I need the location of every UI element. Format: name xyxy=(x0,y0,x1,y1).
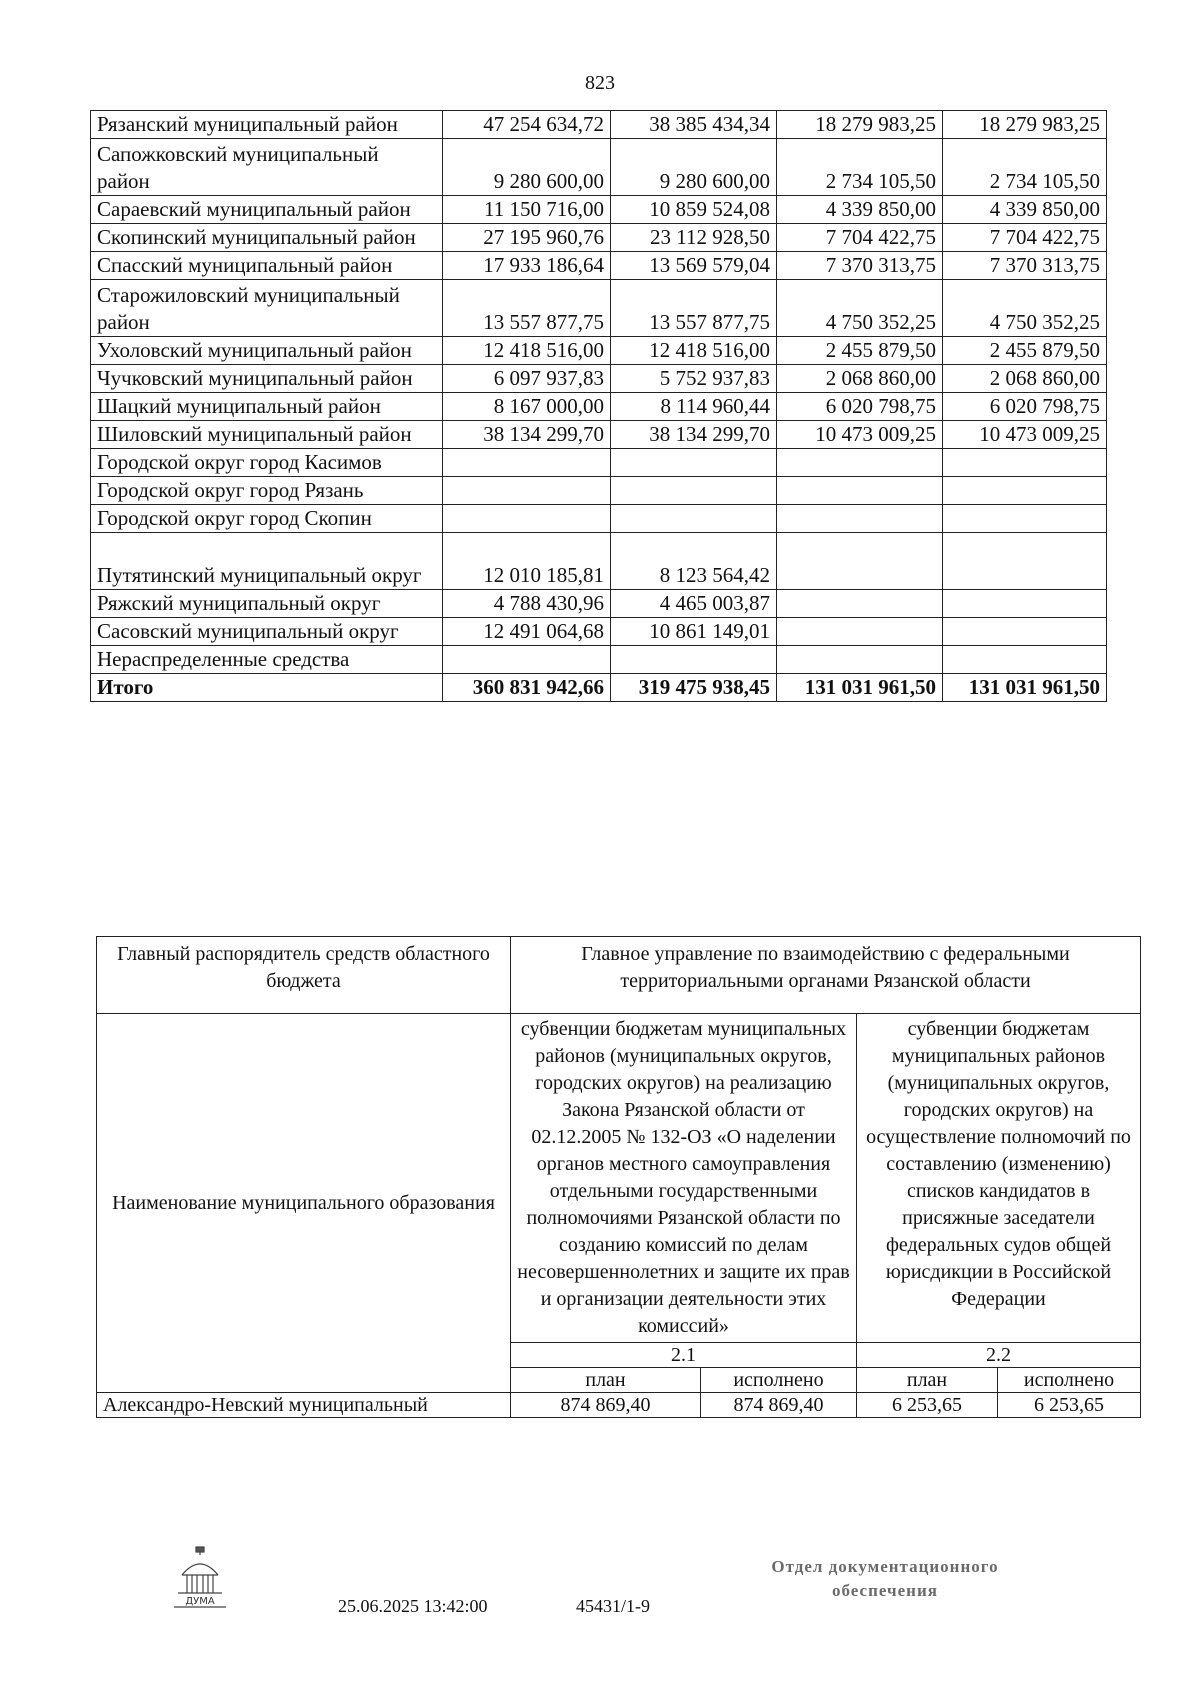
done-value-2 xyxy=(943,646,1107,674)
done-value-1: 13 569 579,04 xyxy=(611,252,777,280)
plan-header: план xyxy=(857,1368,998,1393)
plan-value-1: 12 418 516,00 xyxy=(443,337,611,365)
plan-value-2 xyxy=(777,533,943,590)
subsidy-2-header: субвенции бюджетам муниципальных районов (муниципальных округов, городских округов) на осуществление полномочий по составлению (изменению) списков кандидатов в присяжные заседатели федеральных судов общей юрисдикции в Российской Федерации xyxy=(857,1014,1141,1343)
table-row xyxy=(91,533,1107,590)
plan-value-2: 7 370 313,75 xyxy=(777,252,943,280)
table-row xyxy=(91,505,1107,533)
plan-value-1: 47 254 634,72 xyxy=(443,111,611,139)
plan-value-1 xyxy=(443,505,611,533)
total-row xyxy=(91,674,1107,702)
table-row xyxy=(91,280,1107,337)
plan-value-2: 10 473 009,25 xyxy=(777,421,943,449)
table-row xyxy=(91,393,1107,421)
footer-document-id: 45431/1-9 xyxy=(576,1596,650,1616)
municipality-name: Шиловский муниципальный район xyxy=(91,421,443,449)
done-value-1 xyxy=(611,477,777,505)
done-value-1: 10 861 149,01 xyxy=(611,618,777,646)
plan-value-2: 6 020 798,75 xyxy=(777,393,943,421)
done-value-2 xyxy=(943,533,1107,590)
done-value-1: 23 112 928,50 xyxy=(611,224,777,252)
municipality-name: Старожиловский муниципальный район xyxy=(91,280,443,337)
budget-holder-value: Главное управление по взаимодействию с федеральными территориальными органами Рязанской области xyxy=(511,937,1141,1014)
subsidy-2-code: 2.2 xyxy=(857,1343,1141,1368)
municipality-name: Спасский муниципальный район xyxy=(91,252,443,280)
done-value-1: 13 557 877,75 xyxy=(611,280,777,337)
done-value: 874 869,40 xyxy=(701,1393,857,1418)
done-value-2: 2 455 879,50 xyxy=(943,337,1107,365)
plan-value-2 xyxy=(777,590,943,618)
done-value-2: 10 473 009,25 xyxy=(943,421,1107,449)
duma-logo-icon xyxy=(168,1545,232,1613)
svg-text:ДУМА: ДУМА xyxy=(185,1596,215,1607)
done-value-2 xyxy=(943,590,1107,618)
department-stamp xyxy=(720,1555,1050,1603)
done-value-2 xyxy=(943,505,1107,533)
table-row xyxy=(91,646,1107,674)
plan-header: план xyxy=(511,1368,701,1393)
done-value-1: 8 114 960,44 xyxy=(611,393,777,421)
plan-value-1: 12 010 185,81 xyxy=(443,533,611,590)
done-value-1: 8 123 564,42 xyxy=(611,533,777,590)
plan-value-2: 4 750 352,25 xyxy=(777,280,943,337)
budget-holder-label: Главный распорядитель средств областного бюджета xyxy=(97,937,511,1014)
footer-datetime: 25.06.2025 13:42:00 xyxy=(338,1596,488,1616)
plan-value-2: 4 339 850,00 xyxy=(777,196,943,224)
table-row xyxy=(91,111,1107,139)
done-value-2 xyxy=(943,618,1107,646)
done-value-1: 10 859 524,08 xyxy=(611,196,777,224)
plan-value-1: 38 134 299,70 xyxy=(443,421,611,449)
done-value-2: 2 734 105,50 xyxy=(943,139,1107,196)
municipality-name: Путятинский муниципальный округ xyxy=(91,533,443,590)
plan-value-2 xyxy=(777,618,943,646)
done-value-2 xyxy=(943,449,1107,477)
plan-value-1: 6 097 937,83 xyxy=(443,365,611,393)
municipality-name: Александро-Невский муниципальный xyxy=(97,1393,511,1418)
table-row xyxy=(91,224,1107,252)
municipality-name: Чучковский муниципальный район xyxy=(91,365,443,393)
done-value-1: 319 475 938,45 xyxy=(611,674,777,702)
municipality-name-header: Наименование муниципального образования xyxy=(97,1014,511,1393)
done-value-2: 4 339 850,00 xyxy=(943,196,1107,224)
plan-value-1: 9 280 600,00 xyxy=(443,139,611,196)
plan-value: 874 869,40 xyxy=(511,1393,701,1418)
plan-value-2: 2 068 860,00 xyxy=(777,365,943,393)
done-value-2: 2 068 860,00 xyxy=(943,365,1107,393)
municipality-name: Сасовский муниципальный округ xyxy=(91,618,443,646)
plan-value-1: 17 933 186,64 xyxy=(443,252,611,280)
done-value-2: 18 279 983,25 xyxy=(943,111,1107,139)
municipality-name: Ряжский муниципальный округ xyxy=(91,590,443,618)
table-row xyxy=(91,252,1107,280)
stamp-line-2: обеспечения xyxy=(832,1581,938,1600)
done-value-2: 7 370 313,75 xyxy=(943,252,1107,280)
done-value-1 xyxy=(611,646,777,674)
plan-value-2 xyxy=(777,477,943,505)
done-value-1: 12 418 516,00 xyxy=(611,337,777,365)
stamp-line-1: Отдел документационного xyxy=(771,1557,999,1576)
municipality-name: Сапожковский муниципальный район xyxy=(91,139,443,196)
done-value-1: 38 385 434,34 xyxy=(611,111,777,139)
done-value-1: 9 280 600,00 xyxy=(611,139,777,196)
plan-value-2 xyxy=(777,505,943,533)
done-value-2: 131 031 961,50 xyxy=(943,674,1107,702)
plan-value-2: 131 031 961,50 xyxy=(777,674,943,702)
municipality-name: Рязанский муниципальный район xyxy=(91,111,443,139)
municipality-name: Итого xyxy=(91,674,443,702)
budget-table-continued xyxy=(90,110,1107,702)
municipality-name: Городской округ город Рязань xyxy=(91,477,443,505)
plan-value-1 xyxy=(443,477,611,505)
plan-value-2: 2 734 105,50 xyxy=(777,139,943,196)
plan-value-2 xyxy=(777,646,943,674)
plan-value-2: 18 279 983,25 xyxy=(777,111,943,139)
table-row xyxy=(91,590,1107,618)
plan-value-1 xyxy=(443,449,611,477)
municipality-name: Скопинский муниципальный район xyxy=(91,224,443,252)
plan-value-2 xyxy=(777,449,943,477)
subsidy-1-header: субвенции бюджетам муниципальных районов (муниципальных округов, городских округов) на реализацию Закона Рязанской области от 02.12.2005 № 132-ОЗ «О наделении органов местного самоуправления отдельными государственными полномочиями Рязанской области по созданию комиссий по делам несовершеннолетних и защите их прав и организации деятельности этих комиссий» xyxy=(511,1014,857,1343)
subsidy-1-code: 2.1 xyxy=(511,1343,857,1368)
done-value-1: 4 465 003,87 xyxy=(611,590,777,618)
plan-value-1 xyxy=(443,646,611,674)
municipality-name: Ухоловский муниципальный район xyxy=(91,337,443,365)
subsidy-table xyxy=(96,936,1141,1418)
done-value-1 xyxy=(611,505,777,533)
plan-value: 6 253,65 xyxy=(857,1393,998,1418)
plan-value-1: 13 557 877,75 xyxy=(443,280,611,337)
table-row xyxy=(91,421,1107,449)
done-value-1 xyxy=(611,449,777,477)
plan-value-1: 8 167 000,00 xyxy=(443,393,611,421)
table-row xyxy=(91,337,1107,365)
plan-value-2: 7 704 422,75 xyxy=(777,224,943,252)
done-value-2 xyxy=(943,477,1107,505)
municipality-name: Городской округ город Касимов xyxy=(91,449,443,477)
table-row xyxy=(91,618,1107,646)
page-number: 823 xyxy=(585,72,615,94)
municipality-name: Сараевский муниципальный район xyxy=(91,196,443,224)
done-value-2: 6 020 798,75 xyxy=(943,393,1107,421)
done-value-2: 7 704 422,75 xyxy=(943,224,1107,252)
done-value-1: 38 134 299,70 xyxy=(611,421,777,449)
plan-value-1: 11 150 716,00 xyxy=(443,196,611,224)
table-row xyxy=(91,365,1107,393)
done-value-2: 4 750 352,25 xyxy=(943,280,1107,337)
municipality-name: Городской округ город Скопин xyxy=(91,505,443,533)
plan-value-1: 360 831 942,66 xyxy=(443,674,611,702)
table-row xyxy=(91,449,1107,477)
table-row xyxy=(91,196,1107,224)
table-row xyxy=(91,139,1107,196)
done-value-1: 5 752 937,83 xyxy=(611,365,777,393)
municipality-name: Нераспределенные средства xyxy=(91,646,443,674)
table-row xyxy=(91,477,1107,505)
done-value: 6 253,65 xyxy=(998,1393,1141,1418)
plan-value-1: 27 195 960,76 xyxy=(443,224,611,252)
plan-value-2: 2 455 879,50 xyxy=(777,337,943,365)
plan-value-1: 12 491 064,68 xyxy=(443,618,611,646)
plan-value-1: 4 788 430,96 xyxy=(443,590,611,618)
municipality-name: Шацкий муниципальный район xyxy=(91,393,443,421)
done-header: исполнено xyxy=(701,1368,857,1393)
done-header: исполнено xyxy=(998,1368,1141,1393)
